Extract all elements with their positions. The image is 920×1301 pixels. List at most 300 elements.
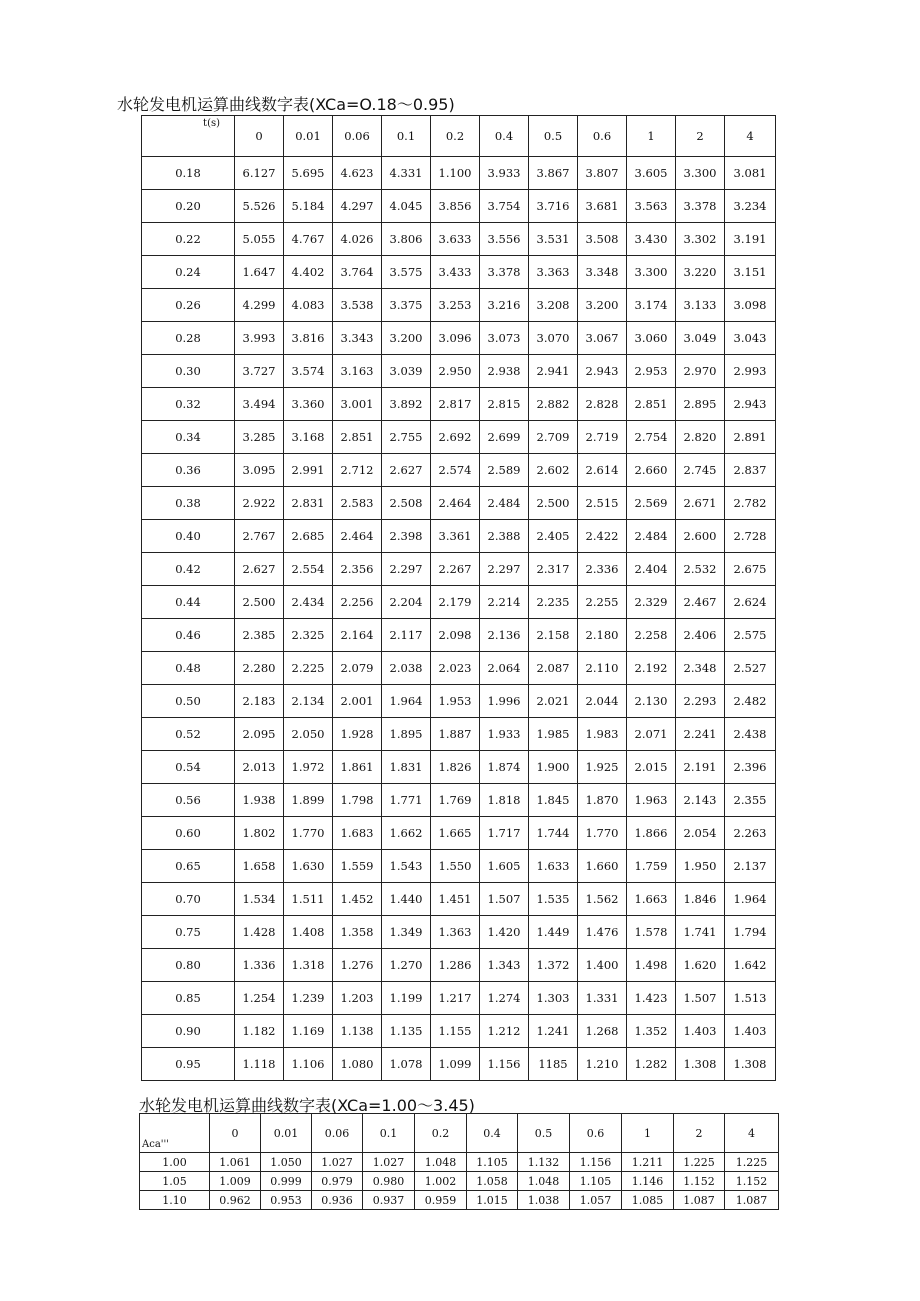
table-cell: 1.963 [627, 784, 676, 817]
table-cell: 3.556 [480, 223, 529, 256]
table-cell: 1.874 [480, 751, 529, 784]
table-cell: 2.614 [578, 454, 627, 487]
table-cell: 1.155 [431, 1015, 480, 1048]
table-cell: 1.535 [529, 883, 578, 916]
table-cell: 2.336 [578, 553, 627, 586]
table-cell: 2.398 [382, 520, 431, 553]
row-header: 0.65 [142, 850, 235, 883]
table-cell: 3.253 [431, 289, 480, 322]
table-cell: 1.286 [431, 949, 480, 982]
column-header: 0.01 [261, 1114, 312, 1153]
table-cell: 3.200 [578, 289, 627, 322]
table-cell: 3.430 [627, 223, 676, 256]
table-cell: 3.043 [725, 322, 776, 355]
table-cell: 1.771 [382, 784, 431, 817]
table-cell: 3.216 [480, 289, 529, 322]
table-cell: 1.358 [333, 916, 382, 949]
table-row [142, 751, 776, 784]
table-cell: 4.299 [235, 289, 284, 322]
table-cell: 2.406 [676, 619, 725, 652]
table-cell: 1.899 [284, 784, 333, 817]
table-cell: 3.081 [725, 157, 776, 190]
table-row [142, 322, 776, 355]
table-cell: 2.991 [284, 454, 333, 487]
table-cell: 2.050 [284, 718, 333, 751]
table-cell: 1.770 [578, 817, 627, 850]
table-cell: 1.928 [333, 718, 382, 751]
column-header: 4 [725, 116, 776, 157]
table-cell: 1.336 [235, 949, 284, 982]
table-row [142, 157, 776, 190]
table-cell: 2.583 [333, 487, 382, 520]
table-cell: 2.267 [431, 553, 480, 586]
table-cell: 1.085 [622, 1191, 674, 1210]
table-cell: 3.073 [480, 322, 529, 355]
table-cell: 1.212 [480, 1015, 529, 1048]
table-cell: 2.484 [480, 487, 529, 520]
row-header: 0.36 [142, 454, 235, 487]
table-cell: 3.727 [235, 355, 284, 388]
table-cell: 1.408 [284, 916, 333, 949]
table-cell: 1.717 [480, 817, 529, 850]
row-header: 0.20 [142, 190, 235, 223]
corner-cell [142, 116, 235, 157]
table-cell: 3.208 [529, 289, 578, 322]
table-cell: 2.015 [627, 751, 676, 784]
table-cell: 1.152 [674, 1172, 725, 1191]
table-row [142, 520, 776, 553]
table-row [142, 355, 776, 388]
table-cell: 1.933 [480, 718, 529, 751]
table-cell: 4.297 [333, 190, 382, 223]
table-cell: 1.318 [284, 949, 333, 982]
table-cell: 0.979 [312, 1172, 363, 1191]
table-cell: 2.179 [431, 586, 480, 619]
table-cell: 2.117 [382, 619, 431, 652]
table-cell: 5.055 [235, 223, 284, 256]
table-cell: 2.385 [235, 619, 284, 652]
table-cell: 1.241 [529, 1015, 578, 1048]
table-cell: 3.060 [627, 322, 676, 355]
table-cell: 1.308 [676, 1048, 725, 1081]
column-header: 0.1 [363, 1114, 415, 1153]
table-cell: 2.554 [284, 553, 333, 586]
table-cell: 2.023 [431, 652, 480, 685]
table-cell: 2.675 [725, 553, 776, 586]
table-cell: 2.317 [529, 553, 578, 586]
table-cell: 1.964 [725, 883, 776, 916]
table-cell: 1.199 [382, 982, 431, 1015]
table-cell: 2.192 [627, 652, 676, 685]
table-cell: 2.293 [676, 685, 725, 718]
table-cell: 3.174 [627, 289, 676, 322]
table-row [142, 982, 776, 1015]
table-cell: 3.681 [578, 190, 627, 223]
table-cell: 3.508 [578, 223, 627, 256]
table-cell: 1.182 [235, 1015, 284, 1048]
table-cell: 1.420 [480, 916, 529, 949]
table-cell: 1.630 [284, 850, 333, 883]
table-cell: 2.484 [627, 520, 676, 553]
row-header: 0.32 [142, 388, 235, 421]
table-cell: 3.531 [529, 223, 578, 256]
row-header: 0.38 [142, 487, 235, 520]
table-cell: 2.087 [529, 652, 578, 685]
table-cell: 1.870 [578, 784, 627, 817]
table-cell: 2.627 [382, 454, 431, 487]
table-cell: 1.744 [529, 817, 578, 850]
corner-label: t(s) [203, 118, 220, 129]
column-header: 0.4 [467, 1114, 518, 1153]
column-header: 0.01 [284, 116, 333, 157]
table-cell: 3.302 [676, 223, 725, 256]
table-cell: 2.692 [431, 421, 480, 454]
table-cell: 1.605 [480, 850, 529, 883]
table-cell: 1.925 [578, 751, 627, 784]
table-cell: 2.745 [676, 454, 725, 487]
table-cell: 1.543 [382, 850, 431, 883]
row-header: 0.70 [142, 883, 235, 916]
table-cell: 1.658 [235, 850, 284, 883]
table-cell: 2.943 [578, 355, 627, 388]
row-header: 0.75 [142, 916, 235, 949]
table-cell: 3.993 [235, 322, 284, 355]
column-header: 0.4 [480, 116, 529, 157]
table-cell: 2.422 [578, 520, 627, 553]
table-cell: 2.482 [725, 685, 776, 718]
table-cell: 3.433 [431, 256, 480, 289]
column-header: 0.06 [333, 116, 382, 157]
table-cell: 2.515 [578, 487, 627, 520]
table-cell: 3.001 [333, 388, 382, 421]
table-cell: 1.507 [480, 883, 529, 916]
table-cell: 1.349 [382, 916, 431, 949]
table-cell: 2.817 [431, 388, 480, 421]
table-cell: 2.815 [480, 388, 529, 421]
column-header: 1 [627, 116, 676, 157]
table-cell: 1.106 [284, 1048, 333, 1081]
table-cell: 3.633 [431, 223, 480, 256]
table-cell: 4.083 [284, 289, 333, 322]
table-cell: 2.355 [725, 784, 776, 817]
table-cell: 1.866 [627, 817, 676, 850]
row-header: 0.95 [142, 1048, 235, 1081]
table-cell: 0.953 [261, 1191, 312, 1210]
row-header: 1.00 [140, 1153, 210, 1172]
table-cell: 3.151 [725, 256, 776, 289]
table-cell: 2.943 [725, 388, 776, 421]
table-cell: 2.719 [578, 421, 627, 454]
table-cell: 3.563 [627, 190, 676, 223]
table-cell: 2.064 [480, 652, 529, 685]
table-cell: 1.996 [480, 685, 529, 718]
table-cell: 1185 [529, 1048, 578, 1081]
table-row [142, 949, 776, 982]
table-cell: 3.856 [431, 190, 480, 223]
table-cell: 2.574 [431, 454, 480, 487]
column-header: 1 [622, 1114, 674, 1153]
table-cell: 1.826 [431, 751, 480, 784]
table-cell: 1.274 [480, 982, 529, 1015]
table-cell: 1.282 [627, 1048, 676, 1081]
table-cell: 1.363 [431, 916, 480, 949]
table-cell: 1.818 [480, 784, 529, 817]
table-cell: 6.127 [235, 157, 284, 190]
table-cell: 3.049 [676, 322, 725, 355]
table-cell: 1.217 [431, 982, 480, 1015]
table-cell: 1.352 [627, 1015, 676, 1048]
table-cell: 3.754 [480, 190, 529, 223]
table-cell: 2.079 [333, 652, 382, 685]
table-cell: 2.828 [578, 388, 627, 421]
table-cell: 1.861 [333, 751, 382, 784]
table-cell: 1.953 [431, 685, 480, 718]
table-cell: 2.434 [284, 586, 333, 619]
row-header: 0.40 [142, 520, 235, 553]
table-cell: 3.200 [382, 322, 431, 355]
table-cell: 3.574 [284, 355, 333, 388]
table-cell: 2.038 [382, 652, 431, 685]
table-cell: 2.891 [725, 421, 776, 454]
table-cell: 1.058 [467, 1172, 518, 1191]
table-cell: 2.204 [382, 586, 431, 619]
table-row [142, 685, 776, 718]
table-cell: 1.105 [570, 1172, 622, 1191]
table-cell: 3.168 [284, 421, 333, 454]
table-cell: 3.360 [284, 388, 333, 421]
table-cell: 5.526 [235, 190, 284, 223]
table-cell: 1.156 [480, 1048, 529, 1081]
table-cell: 2.882 [529, 388, 578, 421]
table-row [142, 883, 776, 916]
table-cell: 1.451 [431, 883, 480, 916]
table-cell: 4.767 [284, 223, 333, 256]
table-cell: 2.527 [725, 652, 776, 685]
table-cell: 1.308 [725, 1048, 776, 1081]
table-cell: 1.895 [382, 718, 431, 751]
table-cell: 1.270 [382, 949, 431, 982]
table-cell: 2.953 [627, 355, 676, 388]
table-cell: 1.015 [467, 1191, 518, 1210]
table-cell: 1.146 [622, 1172, 674, 1191]
table2-title: 水轮发电机运算曲线数字表(XCa=1.00～3.45) [139, 1096, 475, 1115]
column-header: 4 [725, 1114, 779, 1153]
table-cell: 1.087 [674, 1191, 725, 1210]
table-cell: 2.054 [676, 817, 725, 850]
table-cell: 2.438 [725, 718, 776, 751]
table-cell: 1.169 [284, 1015, 333, 1048]
table-cell: 1.769 [431, 784, 480, 817]
table-cell: 1.135 [382, 1015, 431, 1048]
table-cell: 1.372 [529, 949, 578, 982]
table-cell: 1.403 [676, 1015, 725, 1048]
corner-label: Aca''' [142, 1139, 170, 1150]
row-header: 0.85 [142, 982, 235, 1015]
table-cell: 1.210 [578, 1048, 627, 1081]
table-cell: 1.276 [333, 949, 382, 982]
table-cell: 3.133 [676, 289, 725, 322]
table-cell: 3.039 [382, 355, 431, 388]
table-cell: 2.191 [676, 751, 725, 784]
table-cell: 2.660 [627, 454, 676, 487]
table-cell: 2.225 [284, 652, 333, 685]
column-header: 0.2 [431, 116, 480, 157]
table-row [142, 619, 776, 652]
table-cell: 2.134 [284, 685, 333, 718]
table-cell: 1.303 [529, 982, 578, 1015]
column-header: 2 [674, 1114, 725, 1153]
table-cell: 1.498 [627, 949, 676, 982]
table-cell: 2.709 [529, 421, 578, 454]
table-cell: 1.080 [333, 1048, 382, 1081]
row-header: 0.52 [142, 718, 235, 751]
table-cell: 2.467 [676, 586, 725, 619]
table-cell: 1.534 [235, 883, 284, 916]
table-cell: 1.038 [518, 1191, 570, 1210]
table-cell: 1.099 [431, 1048, 480, 1081]
table-cell: 2.589 [480, 454, 529, 487]
corner-cell [140, 1114, 210, 1153]
table-cell: 2.329 [627, 586, 676, 619]
column-header: 0.06 [312, 1114, 363, 1153]
table-cell: 1.050 [261, 1153, 312, 1172]
table-cell: 2.110 [578, 652, 627, 685]
table-cell: 2.235 [529, 586, 578, 619]
table-cell: 2.569 [627, 487, 676, 520]
table-cell: 2.941 [529, 355, 578, 388]
table-cell: 3.764 [333, 256, 382, 289]
table-cell: 1.663 [627, 883, 676, 916]
row-header: 0.18 [142, 157, 235, 190]
table-row [142, 784, 776, 817]
table-cell: 1.225 [725, 1153, 779, 1172]
table-row [142, 421, 776, 454]
table-cell: 1.647 [235, 256, 284, 289]
table-row [142, 223, 776, 256]
table-cell: 1.440 [382, 883, 431, 916]
table-row [142, 916, 776, 949]
table-cell: 3.575 [382, 256, 431, 289]
table-cell: 0.999 [261, 1172, 312, 1191]
table-cell: 3.605 [627, 157, 676, 190]
table-cell: 3.378 [676, 190, 725, 223]
table-cell: 1.950 [676, 850, 725, 883]
table-cell: 2.831 [284, 487, 333, 520]
row-header: 0.28 [142, 322, 235, 355]
row-header: 0.54 [142, 751, 235, 784]
table-cell: 1.831 [382, 751, 431, 784]
table-cell: 2.137 [725, 850, 776, 883]
table-cell: 5.184 [284, 190, 333, 223]
table-cell: 1.009 [210, 1172, 261, 1191]
table-cell: 2.297 [480, 553, 529, 586]
table-cell: 1.511 [284, 883, 333, 916]
table-cell: 3.163 [333, 355, 382, 388]
table-cell: 1.964 [382, 685, 431, 718]
table-cell: 2.754 [627, 421, 676, 454]
table-cell: 2.500 [529, 487, 578, 520]
table-cell: 2.851 [333, 421, 382, 454]
table-row [142, 190, 776, 223]
table-cell: 1.048 [415, 1153, 467, 1172]
table-cell: 1.428 [235, 916, 284, 949]
table-cell: 1.100 [431, 157, 480, 190]
table-cell: 2.255 [578, 586, 627, 619]
table-cell: 2.820 [676, 421, 725, 454]
table-cell: 1.562 [578, 883, 627, 916]
table-cell: 1.633 [529, 850, 578, 883]
table-cell: 1.254 [235, 982, 284, 1015]
row-header: 0.48 [142, 652, 235, 685]
table-cell: 3.348 [578, 256, 627, 289]
column-header: 0 [210, 1114, 261, 1153]
table-cell: 2.143 [676, 784, 725, 817]
table-cell: 2.624 [725, 586, 776, 619]
header-row [140, 1114, 779, 1153]
header-row [142, 116, 776, 157]
table-row [142, 487, 776, 520]
table-cell: 2.767 [235, 520, 284, 553]
table-cell: 3.807 [578, 157, 627, 190]
table-cell: 1.846 [676, 883, 725, 916]
row-header: 0.26 [142, 289, 235, 322]
table-row [142, 454, 776, 487]
table-cell: 2.922 [235, 487, 284, 520]
row-header: 0.60 [142, 817, 235, 850]
table-cell: 1.559 [333, 850, 382, 883]
table-cell: 3.892 [382, 388, 431, 421]
table-cell: 3.806 [382, 223, 431, 256]
table-cell: 4.402 [284, 256, 333, 289]
table-cell: 1.400 [578, 949, 627, 982]
row-header: 0.30 [142, 355, 235, 388]
table-cell: 2.258 [627, 619, 676, 652]
table-cell: 2.500 [235, 586, 284, 619]
table-cell: 2.575 [725, 619, 776, 652]
table-cell: 3.816 [284, 322, 333, 355]
table-cell: 2.297 [382, 553, 431, 586]
table-cell: 0.959 [415, 1191, 467, 1210]
table-cell: 1.002 [415, 1172, 467, 1191]
row-header: 1.05 [140, 1172, 210, 1191]
table-cell: 2.950 [431, 355, 480, 388]
table-row [142, 1015, 776, 1048]
table-cell: 2.685 [284, 520, 333, 553]
table-cell: 4.045 [382, 190, 431, 223]
table-cell: 2.136 [480, 619, 529, 652]
table-cell: 2.782 [725, 487, 776, 520]
table-cell: 1.662 [382, 817, 431, 850]
table-cell: 1.156 [570, 1153, 622, 1172]
table-cell: 1.683 [333, 817, 382, 850]
table-cell: 3.343 [333, 322, 382, 355]
table-cell: 2.600 [676, 520, 725, 553]
table-cell: 1.027 [312, 1153, 363, 1172]
table-cell: 3.363 [529, 256, 578, 289]
table-row [142, 388, 776, 421]
table-cell: 2.098 [431, 619, 480, 652]
table-cell: 1.759 [627, 850, 676, 883]
table-cell: 2.755 [382, 421, 431, 454]
table-cell: 2.180 [578, 619, 627, 652]
table-cell: 3.867 [529, 157, 578, 190]
table-cell: 1.152 [725, 1172, 779, 1191]
table-cell: 1.660 [578, 850, 627, 883]
table-cell: 0.937 [363, 1191, 415, 1210]
table-cell: 1.578 [627, 916, 676, 949]
table-cell: 2.602 [529, 454, 578, 487]
table-cell: 1.845 [529, 784, 578, 817]
